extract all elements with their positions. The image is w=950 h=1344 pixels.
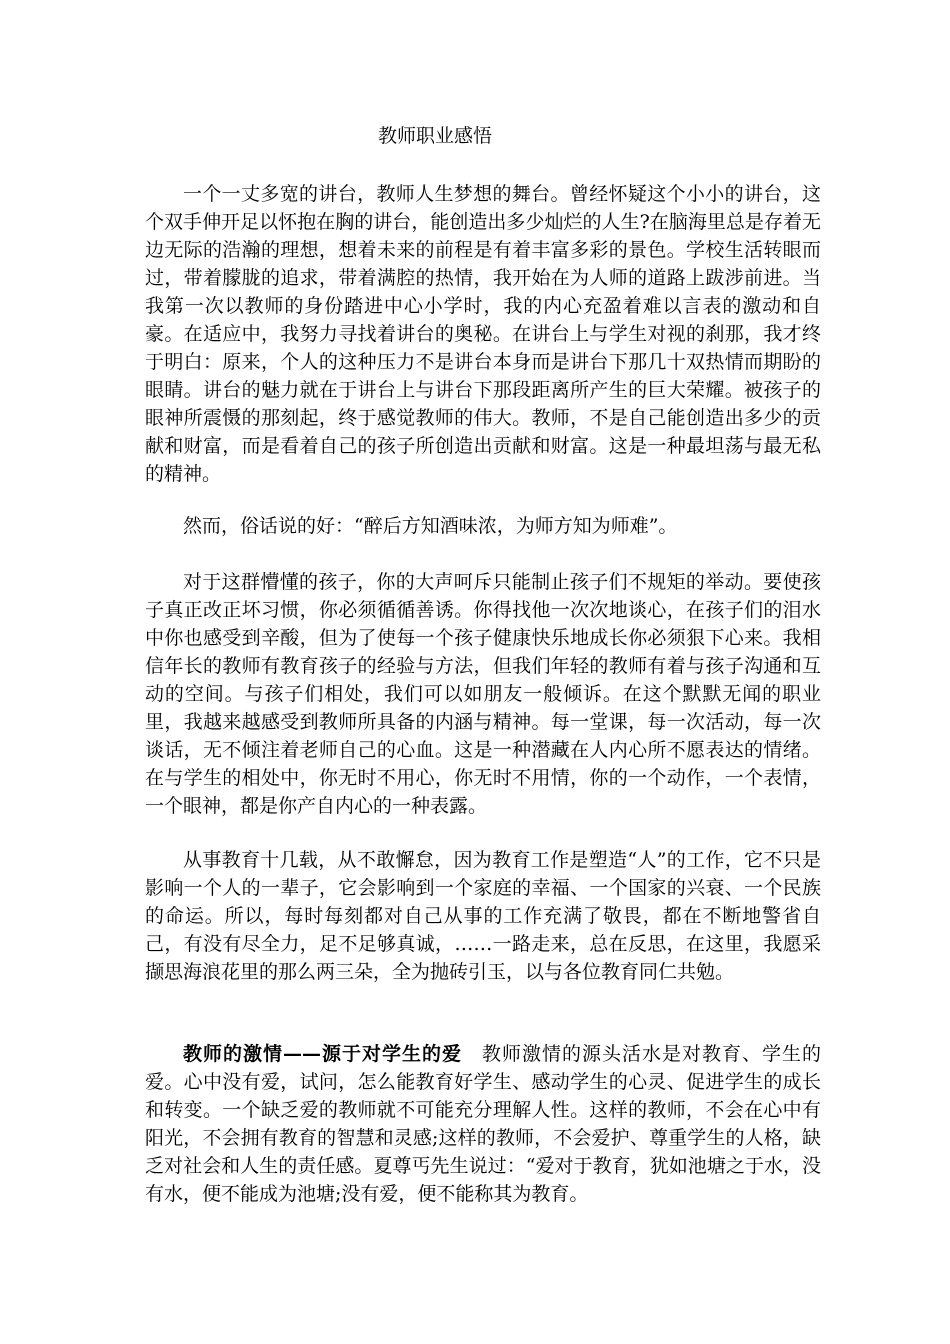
paragraph-podium: 一个一丈多宽的讲台，教师人生梦想的舞台。曾经怀疑这个小小的讲台，这个双手伸开足以怀抱在胸的讲台，能创造出多少灿烂的人生?在脑海里总是存着无边无际的浩瀚的理想，想着未来的前程是有着丰富多彩的景色。学校生活转眼而过，带着朦胧的追求，带着满腔的热情，我开始在为人师的道路上跋涉前进。当我第一次以教师的身份踏进中心小学时，我的内心充盈着难以言表的激动和自豪。在适应中，我努力寻找着讲台的奥秘。在讲台上与学生对视的刹那，我才终于明白：原来，个人的这种压力不是讲台本身而是讲台下那几十双热情而期盼的眼睛。讲台的魅力就在于讲台上与讲台下那段距离所产生的巨大荣耀。被孩子的眼神所震慑的那刻起，终于感觉教师的伟大。教师，不是自己能创造出多少的贡献和财富，而是看着自己的孩子所创造出贡献和财富。这是一种最坦荡与最无私的精神。	[145, 183, 821, 485]
paragraph-proverb: 然而，俗话说的好：“醉后方知酒味浓，为师方知为师难”。	[183, 515, 678, 537]
section-passion	[145, 1040, 821, 1208]
section-heading: 教师的激情——源于对学生的爱	[183, 1043, 462, 1065]
paragraph-children: 对于这群懵懂的孩子，你的大声呵斥只能制止孩子们不规矩的举动。要使孩子真正改正坏习惯，你必须循循善诱。你得找他一次次地谈心，在孩子们的泪水中你也感受到辛酸，但为了使每一个孩子健康快乐地成长你必须狠下心来。我相信年长的教师有教育孩子的经验与方法，但我们年轻的教师有着与孩子沟通和互动的空间。与孩子们相处，我们可以如朋友一般倾诉。在这个默默无闻的职业里，我越来越感受到教师所具备的内涵与精神。每一堂课，每一次活动，每一次谈话，无不倾注着老师自己的心血。这是一种潜藏在人内心所不愿表达的情绪。在与学生的相处中，你无时不用心，你无时不用情，你的一个动作，一个表情，一个眼神，都是你产自内心的一种表露。	[145, 571, 821, 817]
paragraph-career: 从事教育十几载，从不敢懈怠，因为教育工作是塑造“人”的工作，它不只是影响一个人的一辈子，它会影响到一个家庭的幸福、一个国家的兴衰、一个民族的命运。所以，每时每刻都对自己从事的工作充满了敬畏，都在不断地警省自己，有没有尽全力，足不足够真诚，……一路走来，总在反思，在这里，我愿采撷思海浪花里的那么两三朵，全为抛砖引玉，以与各位教育同仁共勉。	[145, 849, 821, 983]
document-title: 教师职业感悟	[377, 125, 492, 147]
section-body: 教师激情的源头活水是对教育、学生的爱。心中没有爱，试问，怎么能教育好学生、感动学生的心灵、促进学生的成长和转变。一个缺乏爱的教师就不可能充分理解人性。这样的教师，不会在心中有阳光，不会拥有教育的智慧和灵感;这样的教师，不会爱护、尊重学生的人格，缺乏对社会和人生的责任感。夏尊丐先生说过：“爱对于教育，犹如池塘之于水，没有水，便不能成为池塘;没有爱，便不能称其为教育。	[145, 1043, 821, 1205]
